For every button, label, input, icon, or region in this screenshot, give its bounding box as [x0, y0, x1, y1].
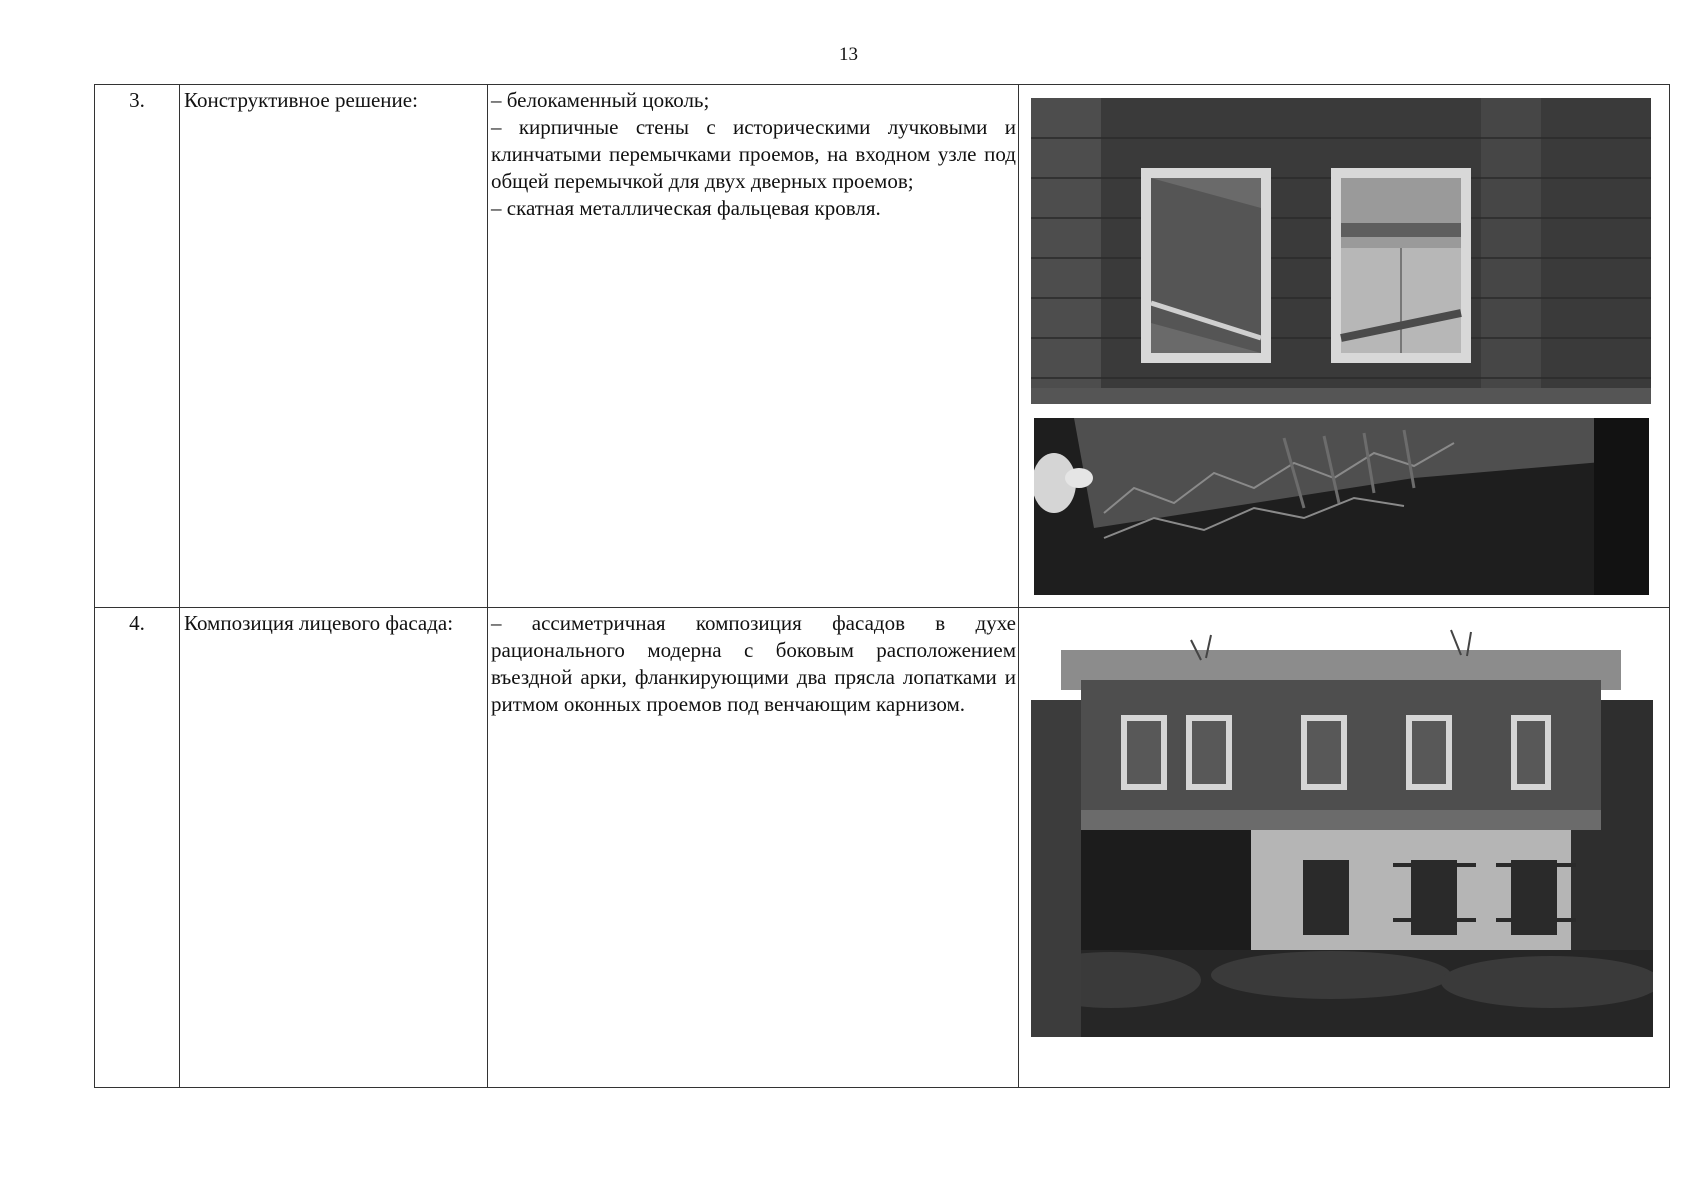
list-item: – кирпичные стены с историческими лучковыми и клинчатыми перемычками проемов, на входном узле под общей перемычкой для двух дверных проемов; [491, 115, 1016, 193]
photo-cell [1019, 608, 1670, 1088]
list-item: – ассиметричная композиция фасадов в духе рационального модерна с боковым расположением въездной арки, фланкирующими два прясла лопатками и ритмом оконных проемов под венчающим карнизом. [491, 611, 1016, 716]
row-description [488, 85, 1019, 608]
row-label: Композиция лицевого фасада: [180, 608, 488, 1088]
description-table [94, 84, 1670, 1088]
facade-photo [1031, 620, 1653, 1037]
list-item: – скатная металлическая фальцевая кровля. [491, 196, 881, 220]
page-number: 13 [839, 44, 858, 65]
lintel-photo [1034, 418, 1649, 595]
photo-cell [1019, 85, 1670, 608]
row-number: 4. [95, 608, 180, 1088]
row-number: 3. [95, 85, 180, 608]
table-row [95, 85, 1670, 608]
table-row [95, 608, 1670, 1088]
windows-photo [1031, 98, 1651, 404]
list-item: – белокаменный цоколь; [491, 88, 710, 112]
row-description [488, 608, 1019, 1088]
row-label: Конструктивное решение: [180, 85, 488, 608]
